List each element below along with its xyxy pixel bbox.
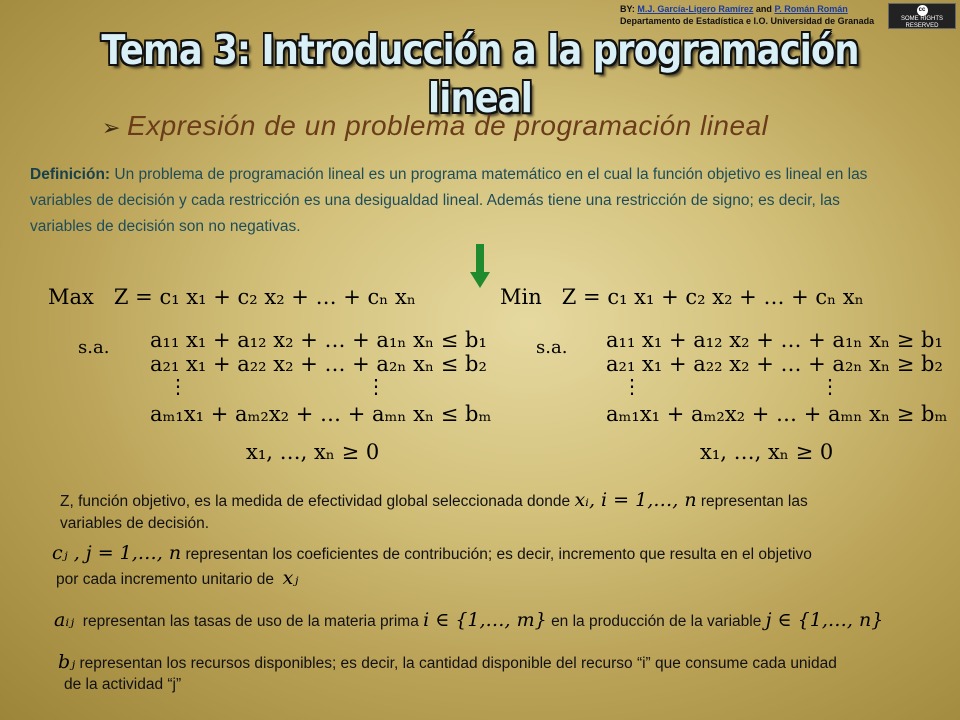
a-set-j: j ∈ {1,…, n} [765, 609, 884, 631]
max-vdots-left: ⋮ [168, 374, 188, 398]
c-xj: xⱼ [282, 567, 299, 589]
definition-text: Un problema de programación lineal es un programa matemático en el cual la función objetivo es lineal en las variables de decisión y cada restricción es una desigualdad lineal. Además tiene una restricción de signo; es decir, las variables de decisión son no negativas. [30, 166, 868, 235]
max-objective: Z = c₁ x₁ + c₂ x₂ + … + cₙ xₙ [113, 285, 416, 309]
min-constraint-1: a₁₁ x₁ + a₁₂ x₂ + … + a₁ₙ xₙ ≥ b₁ [606, 328, 943, 352]
min-constraint-2: a₂₁ x₁ + a₂₂ x₂ + … + a₂ₙ xₙ ≥ b₂ [606, 352, 943, 376]
z-formula: xᵢ, i = 1,…, n [574, 489, 697, 511]
creative-commons-badge[interactable] [888, 3, 956, 29]
z-explanation-a: Z, función objetivo, es la medida de efectividad global seleccionada donde [60, 493, 571, 510]
c-formula: cⱼ , j = 1,…, n [52, 542, 182, 564]
min-objective-row [500, 285, 864, 309]
max-constraint-2: a₂₁ x₁ + a₂₂ x₂ + … + a₂ₙ xₙ ≤ b₂ [150, 352, 487, 376]
z-explanation-line2: variables de decisión. [60, 515, 210, 532]
min-constraint-m: aₘ₁x₁ + aₘ₂x₂ + … + aₘₙ xₙ ≥ bₘ [606, 402, 948, 426]
min-st-label: s.a. [536, 337, 568, 358]
author-link-2[interactable]: P. Román Román [774, 4, 848, 14]
credit-department: Departamento de Estadística e I.O. Universidad de Granada [620, 16, 875, 26]
max-constraint-1: a₁₁ x₁ + a₁₂ x₂ + … + a₁ₙ xₙ ≤ b₁ [150, 328, 487, 352]
definition-label: Definición: [30, 166, 111, 183]
b-explanation-line1 [58, 651, 837, 675]
slide-subtitle [102, 110, 768, 142]
b-explanation-line2: de la actividad “j” [64, 676, 182, 693]
down-arrow-icon [470, 244, 490, 288]
definition-paragraph [30, 162, 890, 240]
z-explanation-b: representan las [700, 493, 808, 510]
author-link-1[interactable]: M.J. García-Ligero Ramírez [637, 4, 754, 14]
max-nonneg: x₁, …, xₙ ≥ 0 [246, 440, 380, 464]
max-objective-row [48, 285, 416, 309]
credit-by: BY: [620, 4, 635, 14]
c-explanation-line1 [52, 542, 812, 566]
z-explanation-line1 [60, 489, 808, 513]
min-nonneg: x₁, …, xₙ ≥ 0 [700, 440, 834, 464]
bullet-arrow-icon: ➢ [102, 115, 121, 140]
c-explanation-line2 [56, 567, 298, 591]
min-vdots-right: ⋮ [820, 374, 840, 398]
credit-block [620, 3, 874, 27]
a-explanation-line [54, 609, 883, 633]
credit-authors-line [620, 3, 874, 15]
max-keyword: Max [48, 285, 94, 309]
b-formula: bⱼ [58, 651, 76, 673]
c-explanation-text: representan los coeficientes de contribución; es decir, incremento que resulta en el objetivo [185, 546, 812, 563]
cc-icon: cc [917, 5, 928, 16]
a-set-i: i ∈ {1,…, m} [423, 609, 547, 631]
a-explanation-text1: representan las tasas de uso de la materia prima [82, 613, 419, 630]
a-explanation-text2: en la producción de la variable [551, 613, 762, 630]
min-objective: Z = c₁ x₁ + c₂ x₂ + … + cₙ xₙ [561, 285, 864, 309]
min-keyword: Min [500, 285, 542, 309]
c-explanation-text2: por cada incremento unitario de [56, 571, 274, 588]
credit-and: and [755, 4, 772, 14]
max-constraint-m: aₘ₁x₁ + aₘ₂x₂ + … + aₘₙ xₙ ≤ bₘ [150, 402, 492, 426]
cc-badge-text: SOME RIGHTS RESERVED [900, 16, 943, 29]
max-st-label: s.a. [78, 337, 110, 358]
min-vdots-left: ⋮ [622, 374, 642, 398]
slide-title: Tema 3: Introducción a la programación lineal [101, 26, 859, 122]
b-explanation-text: representan los recursos disponibles; es decir, la cantidad disponible del recurso “i” que consume cada unidad [79, 655, 837, 672]
a-formula: aᵢⱼ [54, 609, 75, 631]
subtitle-text: Expresión de un problema de programación lineal [126, 110, 769, 141]
max-vdots-right: ⋮ [366, 374, 386, 398]
